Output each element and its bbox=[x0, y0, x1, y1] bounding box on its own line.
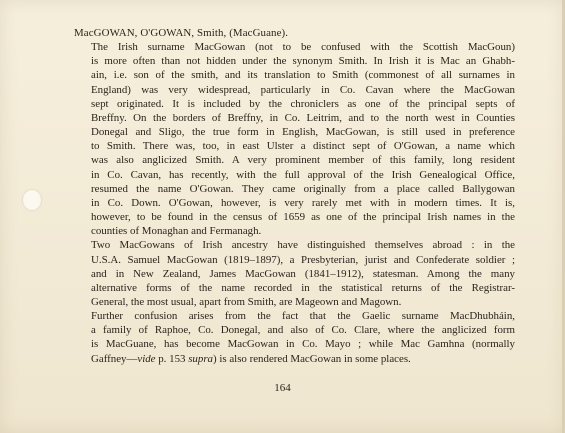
text-line: ain, i.e. son of the smith, and its translation to Smith (commonest of all surnames in bbox=[91, 69, 515, 82]
paragraph-surname-origin bbox=[74, 40, 515, 238]
text-line: England) was very widespread, particularly in Co. Cavan where the MacGowan bbox=[91, 83, 515, 96]
text-line: in Co. Cavan, has recently, with the full approval of the Irish Genealogical Office, bbox=[91, 168, 515, 181]
text-line: sept originated. It is included by the chroniclers as one of the principal septs of bbox=[91, 97, 515, 110]
text-line: Donegal and Sligo, the true form in English, MacGowan, is still used in preference bbox=[91, 126, 515, 139]
text-line: The Irish surname MacGowan (not to be confused with the Scottish MacGoun) bbox=[91, 41, 515, 54]
text-line: and in New Zealand, James MacGowan (1841–1912), statesman. Among the many bbox=[91, 267, 515, 280]
text-line: Further confusion arises from the fact that the Gaelic surname MacDhubháin, bbox=[91, 310, 515, 323]
text-line: Two MacGowans of Irish ancestry have distinguished themselves abroad : in the bbox=[91, 239, 515, 252]
text-line: counties of Monaghan and Fermanagh. bbox=[91, 225, 262, 238]
text-line: resumed the name O'Gowan. They came originally from a place called Ballygowan bbox=[91, 182, 515, 195]
text-line: however, to be found in the census of 1659 as one of the principal Irish names in the bbox=[91, 211, 515, 224]
paper-hole bbox=[23, 190, 41, 210]
text-line: in Co. Down. O'Gowan, however, is very rarely met with in modern times. It is, bbox=[91, 196, 515, 209]
text-line: to Smith. There was, too, in east Ulster a distinct sept of O'Gowan, a name which bbox=[91, 140, 515, 153]
page-number: 164 bbox=[274, 382, 291, 394]
text-line: Gaffney—vide p. 153 supra) is also rendered MacGowan in some places. bbox=[91, 352, 411, 365]
text-line: Breffny. On the borders of Breffny, in Co. Leitrim, and to the north west in Counties bbox=[91, 111, 515, 124]
text-line: is MacGuane, has become MacGowan in Co. Mayo ; while Mac Gamhna (normally bbox=[91, 338, 515, 351]
paragraph-further-confusion bbox=[74, 309, 515, 366]
entry-text bbox=[74, 26, 515, 366]
paragraph-notable-macgowans bbox=[74, 238, 515, 309]
entry-heading: MacGOWAN, O'GOWAN, Smith, (MacGuane). bbox=[74, 27, 289, 39]
text-line: was also anglicized Smith. A very prominent member of this family, long resident bbox=[91, 154, 515, 167]
text-line: a family of Raphoe, Co. Donegal, and also of Co. Clare, where the anglicized form bbox=[91, 324, 515, 337]
text-line: U.S.A. Samuel MacGowan (1819–1897), a Presbyterian, jurist and Confederate soldier ; bbox=[91, 253, 515, 266]
text-line: General, the most usual, apart from Smith, are Mageown and Magown. bbox=[91, 295, 402, 308]
text-line: alternative forms of the name recorded in the statistical returns of the Registrar- bbox=[91, 281, 515, 294]
text-line: is more often than not hidden under the synonym Smith. In Irish it is Mac an Ghabh- bbox=[91, 55, 515, 68]
